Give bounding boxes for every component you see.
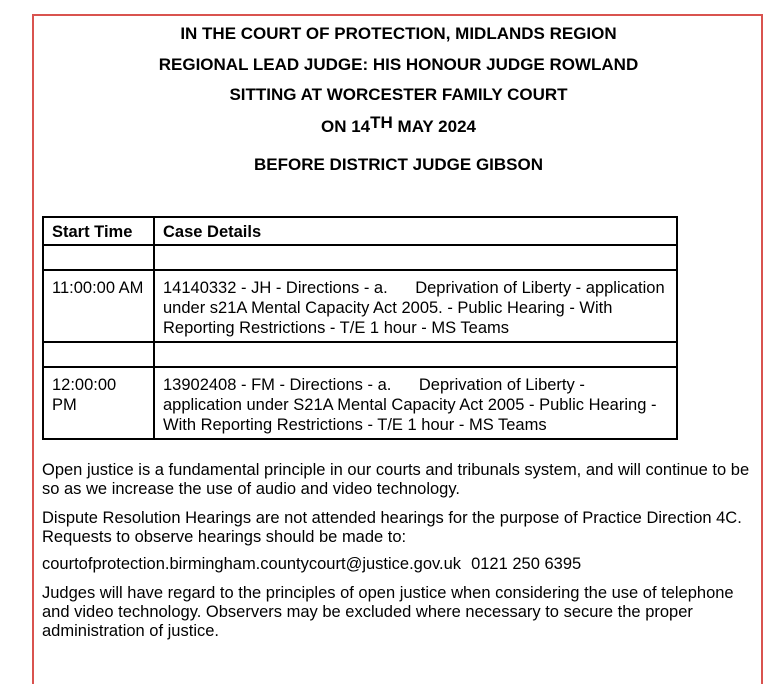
dispute-resolution-paragraph: Dispute Resolution Hearings are not attended hearings for the purpose of Practice Direction 4C. Requests to observe hearings should be made to:: [42, 509, 742, 546]
table-header-row: [43, 217, 677, 245]
table-row: [43, 245, 677, 270]
table-row: [43, 270, 677, 342]
cell-case-details: 13902408 - FM - Directions - a. Deprivation of Liberty - application under S21A Mental Capacity Act 2005 - Public Hearing - With Reporting Restrictions - T/E 1 hour - MS Teams: [154, 367, 677, 439]
column-header-start-time: Start Time: [43, 217, 154, 245]
presiding-judge: BEFORE DISTRICT JUDGE GIBSON: [253, 155, 544, 174]
table-row: [43, 342, 677, 367]
open-justice-paragraph: Open justice is a fundamental principle in our courts and tribunals system, and will continue to be so as we increase the use of audio and video technology.: [42, 461, 750, 498]
cell-start-time: 11:00:00 AM: [43, 270, 154, 342]
table-row: [43, 367, 677, 439]
table-cell-empty: [154, 245, 677, 270]
hearing-date-ordinal: TH: [370, 113, 393, 132]
hearing-date-prefix: ON 14: [321, 117, 371, 136]
table-cell-empty: [43, 245, 154, 270]
contact-phone: 0121 250 6395: [471, 555, 582, 573]
contact-email: courtofprotection.birmingham.countycourt@justice.gov.uk: [42, 555, 462, 573]
table-cell-empty: [154, 342, 677, 367]
court-title: IN THE COURT OF PROTECTION, MIDLANDS REGION: [180, 24, 617, 43]
table-cell-empty: [43, 342, 154, 367]
hearing-date-rest: MAY 2024: [392, 117, 476, 136]
hearing-list-table: [42, 216, 678, 440]
hearing-date: [32, 113, 765, 137]
contact-line: [42, 555, 752, 574]
cell-start-time: 12:00:00 PM: [43, 367, 154, 439]
column-header-case-details: Case Details: [154, 217, 677, 245]
judges-regard-paragraph: Judges will have regard to the principles of open justice when considering the use of telephone and video technology. Observers may be excluded where necessary to secure the proper administration of justice.: [42, 584, 734, 640]
cell-case-details: 14140332 - JH - Directions - a. Deprivation of Liberty - application under s21A Mental Capacity Act 2005. - Public Hearing - With Reporting Restrictions - T/E 1 hour - MS Teams: [154, 270, 677, 342]
sitting-location: SITTING AT WORCESTER FAMILY COURT: [229, 85, 568, 104]
lead-judge-line: REGIONAL LEAD JUDGE: HIS HONOUR JUDGE ROWLAND: [158, 55, 639, 74]
